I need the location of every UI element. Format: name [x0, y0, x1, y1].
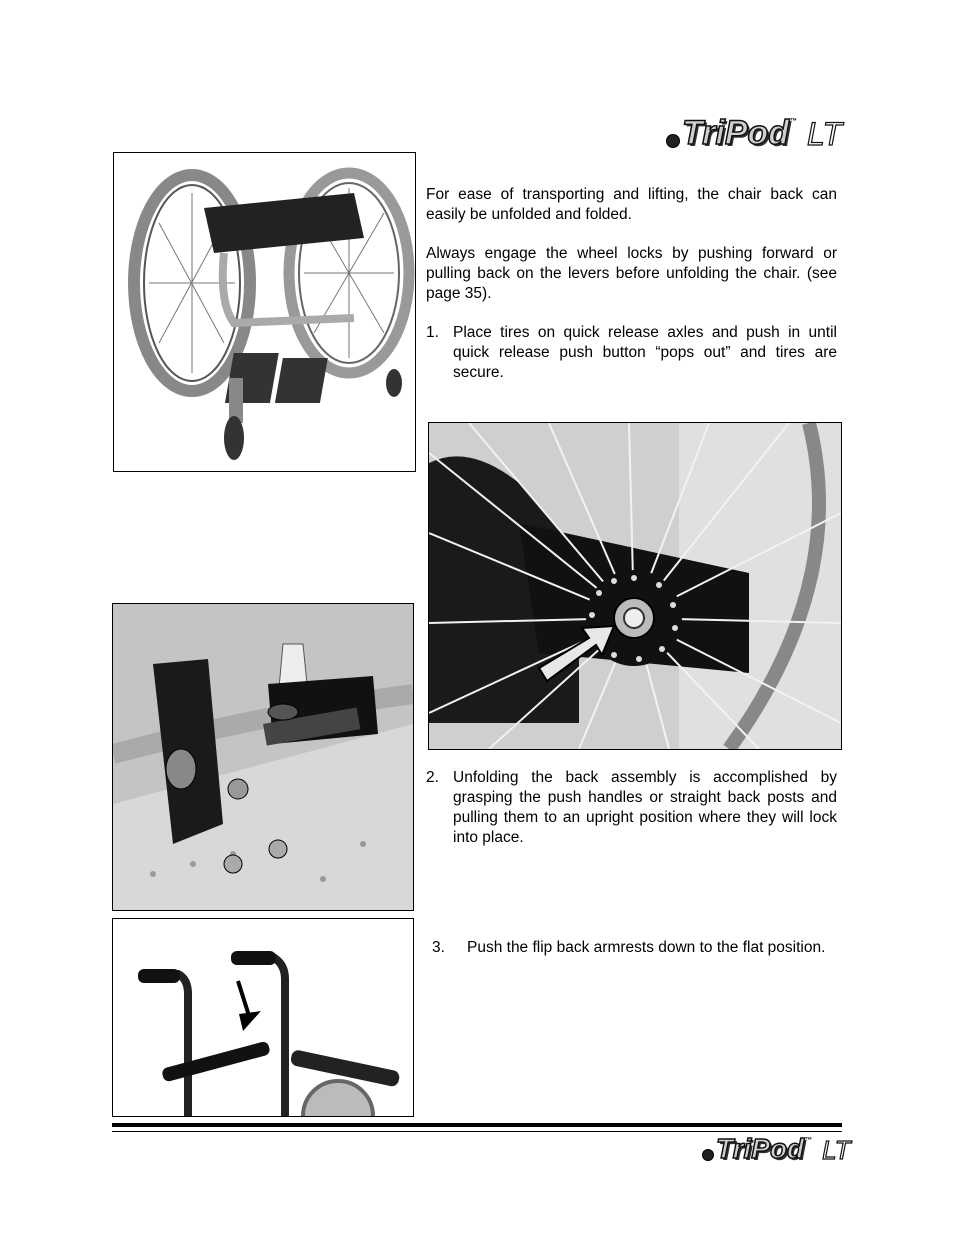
step-3	[432, 938, 837, 958]
back-hinge-photo	[112, 603, 414, 911]
intro-paragraph: For ease of transporting and lifting, the chair back can easily be unfolded and folded.	[426, 186, 837, 223]
logo-model: LT	[807, 116, 843, 152]
header-logo	[666, 116, 842, 150]
step-2	[426, 768, 837, 848]
wheelchair-photo	[113, 152, 416, 472]
footer-logo-model: LT	[822, 1135, 851, 1165]
armrest-photo	[112, 918, 414, 1117]
footer-rule-thin	[112, 1131, 842, 1132]
step-1	[426, 323, 837, 383]
footer-logo-brand: TriPod	[716, 1133, 805, 1164]
step-2-text: Unfolding the back assembly is accomplished by grasping the push handles or straight back posts and pulling them to an upright position where they will lock into place.	[453, 769, 837, 846]
footer-logo-trademark: ™	[805, 1137, 813, 1144]
logo-brand: TriPod	[682, 114, 790, 152]
step-1-text: Place tires on quick release axles and push in until quick release push button “pops out” and tires are secure.	[453, 324, 837, 381]
caution-paragraph: Always engage the wheel locks by pushing forward or pulling back on the levers before unfolding the chair. (see page 35).	[426, 245, 837, 302]
logo-ball-icon	[666, 134, 680, 148]
step-3-text: Push the flip back armrests down to the flat position.	[467, 939, 826, 956]
footer-logo-ball-icon	[702, 1149, 714, 1161]
footer-rule-thick	[112, 1123, 842, 1127]
logo-trademark: ™	[790, 118, 798, 125]
step-1-number: 1.	[426, 324, 439, 341]
axle-photo	[428, 422, 842, 750]
footer-logo	[702, 1135, 851, 1163]
step-2-number: 2.	[426, 769, 439, 786]
step-3-number: 3.	[432, 939, 445, 956]
